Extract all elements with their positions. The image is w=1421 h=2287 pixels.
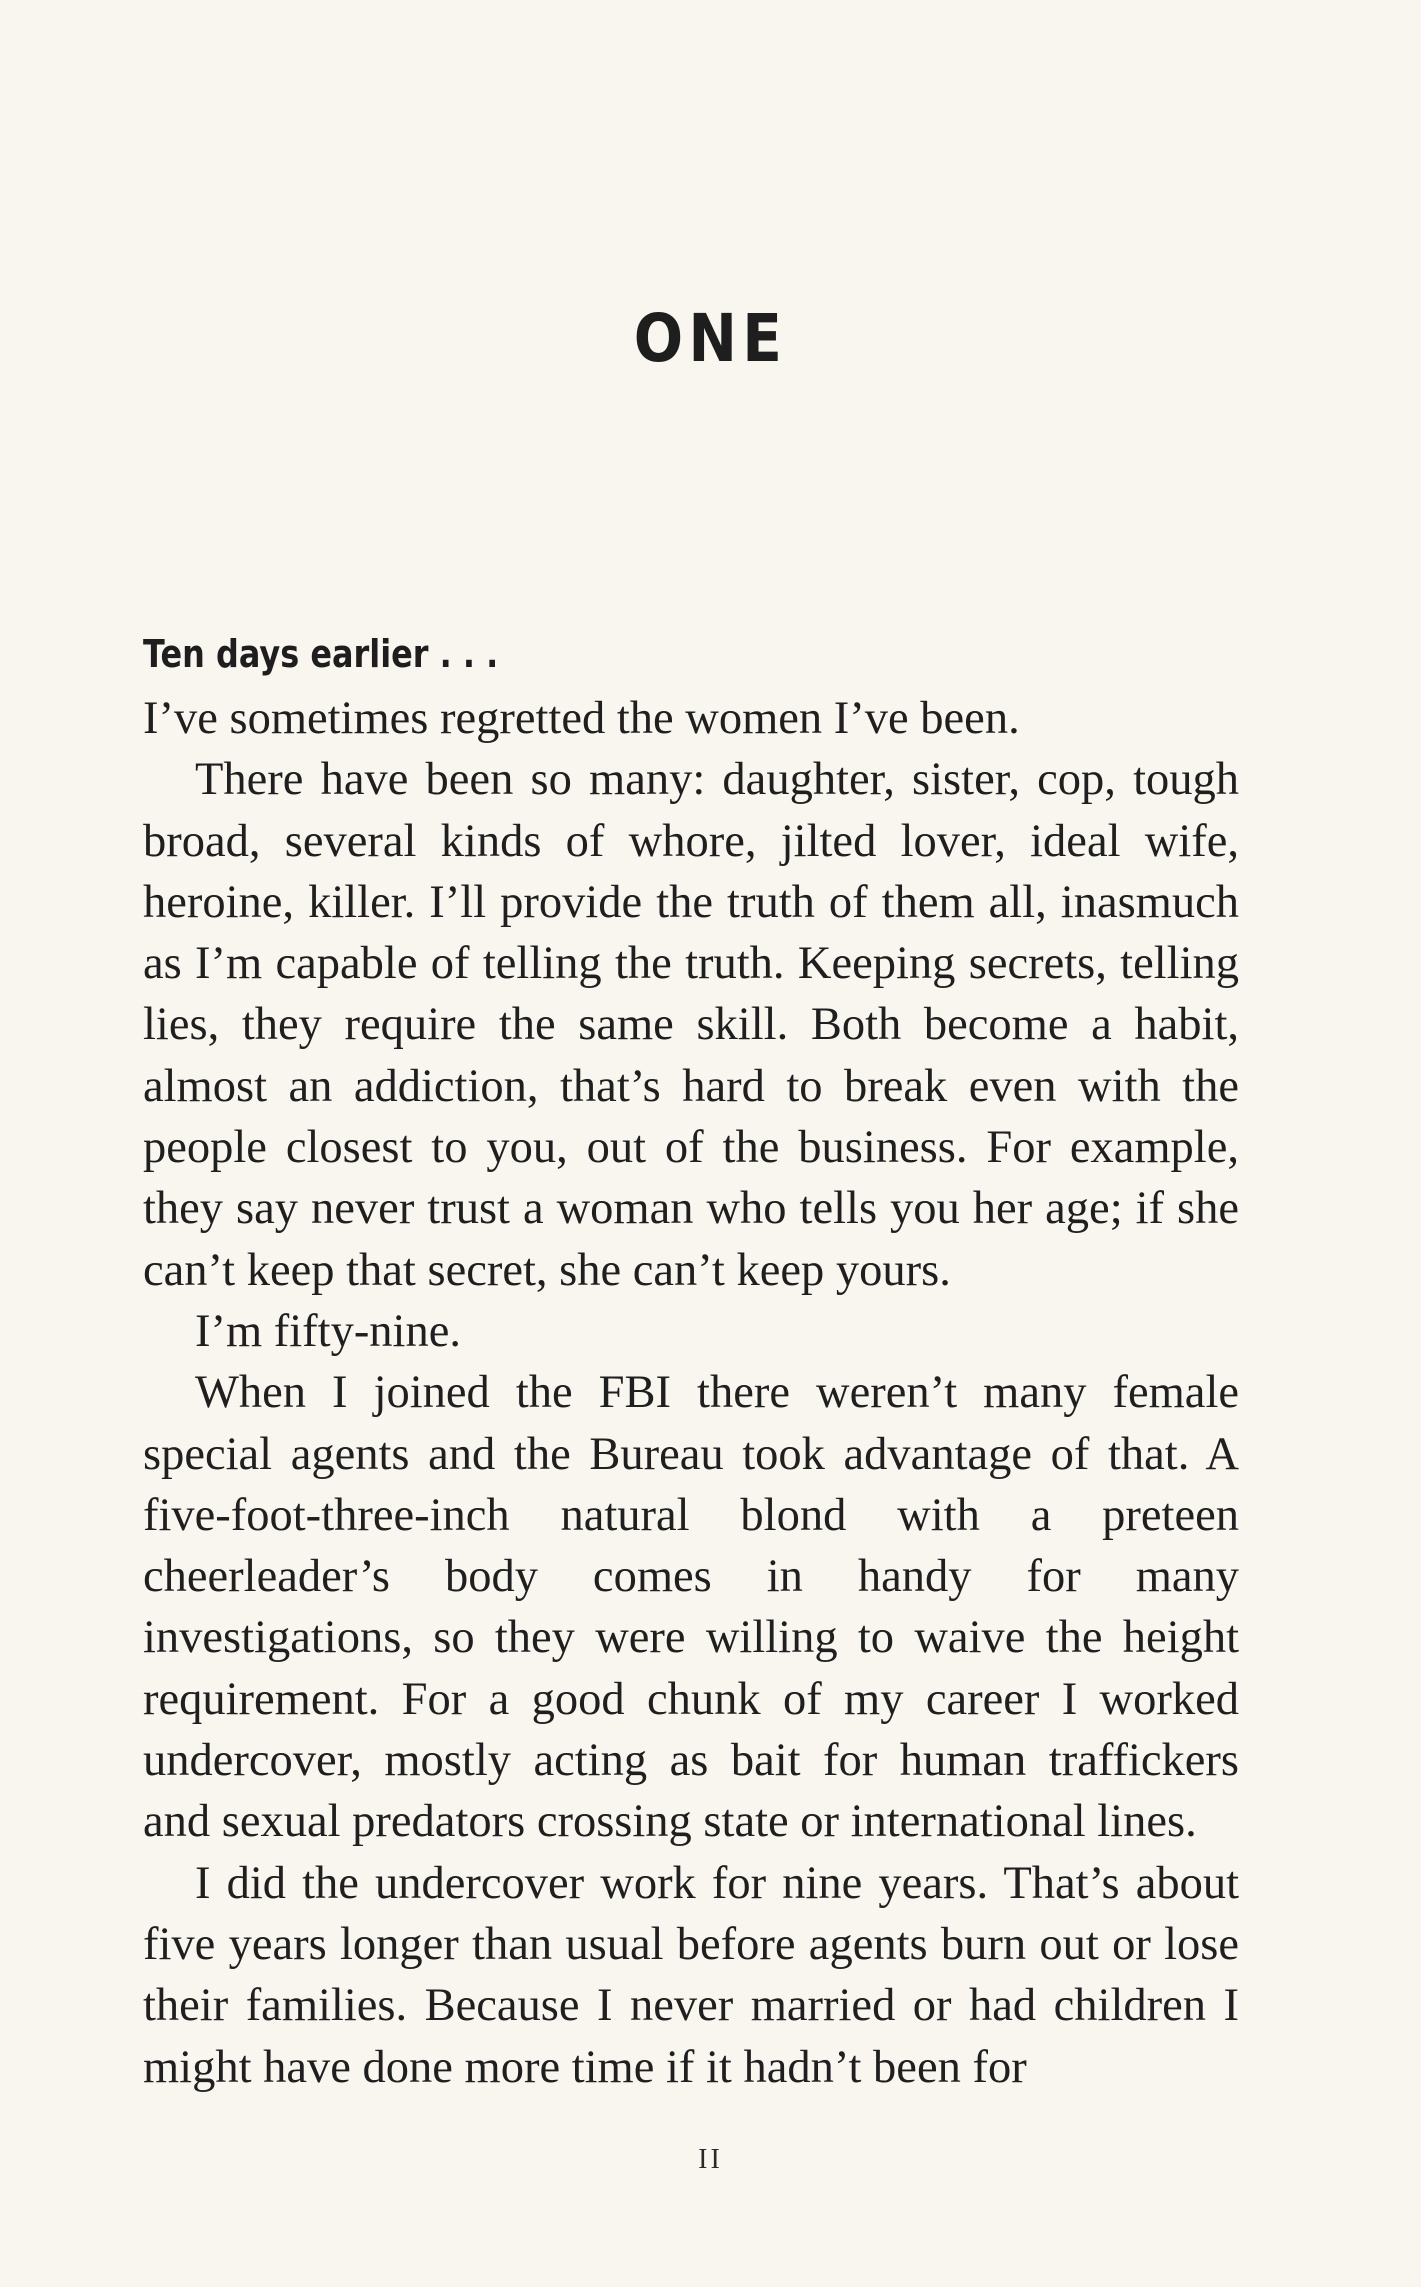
paragraph-2: There have been so many: daughter, sister, cop, tough broad, several kinds of whore, jilted lover, ideal wife, heroine, killer. I’ll provide the truth of them all, inasmuch as I’m capable of telling the truth. Keeping secrets, telling lies, they require the same skill. Both become a habit, almost an addiction, that’s hard to break even with the people closest to you, out of the business. For example, they say never trust a woman who tells you her age; if she can’t keep that secret, she can’t keep yours.	[143, 754, 1239, 1296]
chapter-title: ONE	[633, 300, 788, 377]
paragraph-5: I did the undercover work for nine years. That’s about five years longer than usual before agents burn out or lose their families. Because I never married or had children I might have done more time if it hadn’t been for	[143, 1857, 1239, 2093]
page-number: II	[698, 2144, 723, 2175]
body-text	[143, 688, 1239, 2098]
section-heading: Ten days earlier . . .	[143, 632, 499, 676]
paragraph-1: I’ve sometimes regretted the women I’ve been.	[143, 693, 1020, 744]
paragraph-4: When I joined the FBI there weren’t many female special agents and the Bureau took advantage of that. A five-foot-three-inch natural blond with a preteen cheerleader’s body comes in handy for many investigations, so they were willing to waive the height requirement. For a good chunk of my career I worked undercover, mostly acting as bait for human traffickers and sexual predators crossing state or international lines.	[143, 1367, 1239, 1848]
paragraph-3: I’m fifty-nine.	[195, 1305, 461, 1357]
